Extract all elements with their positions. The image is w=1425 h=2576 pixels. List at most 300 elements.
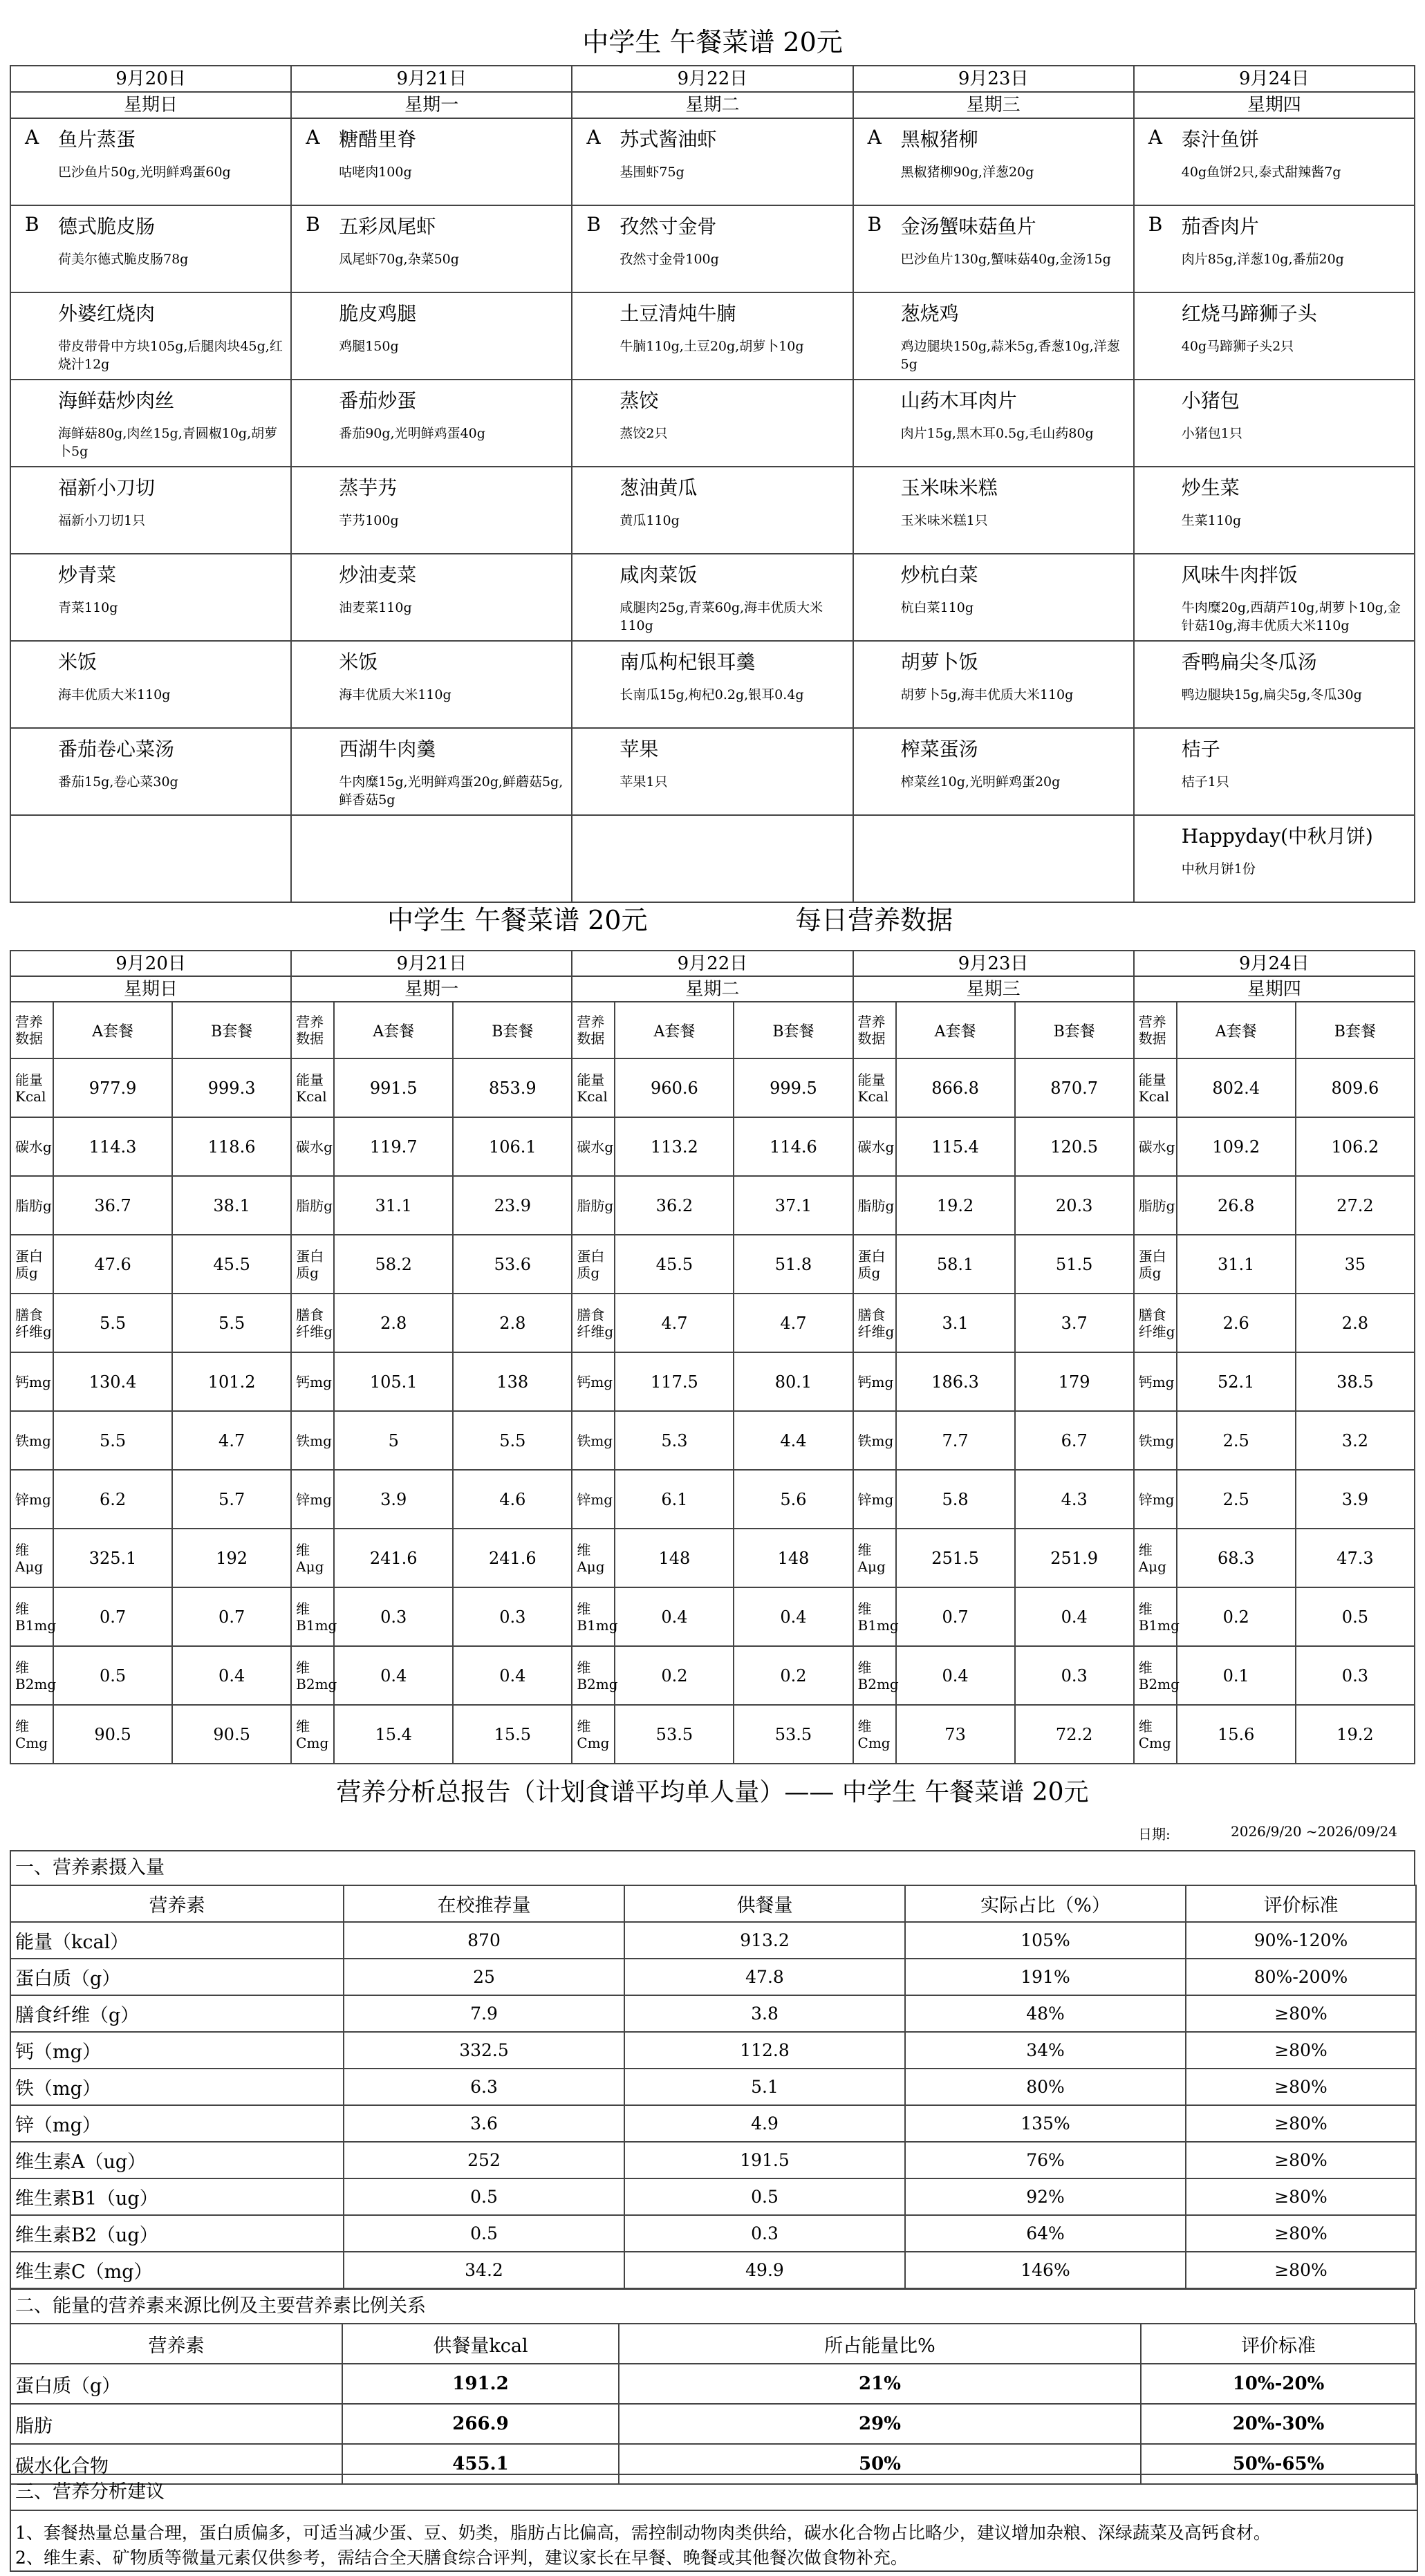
intake-header-cell: 在校推荐量 xyxy=(344,1885,624,1922)
nutrient-name: 蛋白质（g） xyxy=(10,1959,344,1995)
dish-ingredients: 胡萝卜5g,海丰优质大米110g xyxy=(900,687,1074,702)
set-a-value: 5.5 xyxy=(53,1411,172,1470)
nutrient-label: 维Cmg xyxy=(853,1705,896,1764)
intake-row xyxy=(10,2142,1416,2178)
set-a-value: 977.9 xyxy=(53,1058,172,1117)
intake-value: 0.5 xyxy=(624,2178,905,2215)
menu-cell xyxy=(1134,815,1415,902)
set-a-value: 2.8 xyxy=(334,1294,453,1352)
intake-value: ≥80% xyxy=(1186,2105,1416,2142)
nutrient-label: 能量Kcal xyxy=(853,1058,896,1117)
menu-cell xyxy=(853,205,1134,292)
set-b-value: 20.3 xyxy=(1015,1176,1134,1235)
dish-ingredients: 黄瓜110g xyxy=(620,513,680,528)
nutrient-label: 铁mg xyxy=(10,1411,53,1470)
intake-row xyxy=(10,2178,1416,2215)
menu-cell xyxy=(572,380,853,467)
nutrient-label: 锌mg xyxy=(572,1470,615,1529)
intake-row xyxy=(10,1959,1416,1995)
nut-row xyxy=(10,1352,1415,1411)
dish-ingredients: 蒸饺2只 xyxy=(620,426,668,441)
set-tag: A xyxy=(306,126,320,149)
dish-ingredients: 海丰优质大米110g xyxy=(58,687,171,702)
intake-value: 191.5 xyxy=(624,2142,905,2178)
dish-name: 蒸芋艿 xyxy=(339,476,398,499)
menu-cell xyxy=(1134,554,1415,641)
nutrient-label: 维Cmg xyxy=(10,1705,53,1764)
intake-value: 7.9 xyxy=(344,1995,624,2032)
set-a-value: 251.5 xyxy=(896,1529,1015,1587)
nutrient-label: 脂肪g xyxy=(572,1176,615,1235)
dish-name: 苹果 xyxy=(620,738,659,760)
energy-header-cell: 所占能量比% xyxy=(619,2324,1141,2364)
intake-value: 47.8 xyxy=(624,1959,905,1995)
set-a-value: 148 xyxy=(615,1529,734,1587)
nut-row xyxy=(10,1294,1415,1352)
menu-row xyxy=(10,205,1415,292)
set-b-value: 90.5 xyxy=(172,1705,291,1764)
nut-label-header: 营养数据 xyxy=(10,1002,53,1058)
nutrient-label: 钙mg xyxy=(572,1352,615,1411)
menu-cell xyxy=(1134,205,1415,292)
dish-ingredients: 牛肉糜15g,光明鲜鸡蛋20g,鲜蘑菇5g,鲜香菇5g xyxy=(339,774,564,808)
nutrient-name: 钙（mg） xyxy=(10,2032,344,2069)
day-date: 9月24日 xyxy=(1134,66,1415,92)
day-weekday: 星期一 xyxy=(291,92,572,118)
set-a-value: 119.7 xyxy=(334,1117,453,1176)
dish-ingredients: 油麦菜110g xyxy=(339,600,412,615)
set-b-value: 5.5 xyxy=(453,1411,572,1470)
dish-name: 炒青菜 xyxy=(58,563,117,586)
set-a-value: 130.4 xyxy=(53,1352,172,1411)
menu-cell xyxy=(853,467,1134,554)
dish-ingredients: 牛腩110g,土豆20g,胡萝卜10g xyxy=(620,339,804,354)
set-a-value: 5.3 xyxy=(615,1411,734,1470)
nutrient-label: 钙mg xyxy=(853,1352,896,1411)
intake-value: ≥80% xyxy=(1186,2142,1416,2178)
menu-row xyxy=(10,380,1415,467)
intake-header-cell: 实际占比（%） xyxy=(905,1885,1186,1922)
dish-name: 蒸饺 xyxy=(620,389,659,412)
set-tag: B xyxy=(306,213,320,236)
menu-cell xyxy=(853,815,1134,902)
set-b-value: 0.5 xyxy=(1296,1587,1415,1646)
dish-name: 黑椒猪柳 xyxy=(900,128,978,151)
set-a-value: 73 xyxy=(896,1705,1015,1764)
energy-source-table xyxy=(10,2323,1417,2485)
nutrient-label: 蛋白质g xyxy=(291,1235,334,1294)
dish-ingredients: 带皮带骨中方块105g,后腿肉块45g,红烧汁12g xyxy=(58,339,283,372)
nutrient-label: 维Aμg xyxy=(1134,1529,1177,1587)
set-b-value: 999.3 xyxy=(172,1058,291,1117)
intake-row xyxy=(10,1922,1416,1959)
menu-cell xyxy=(10,815,291,902)
set-b-value: 3.9 xyxy=(1296,1470,1415,1529)
dish-ingredients: 福新小刀切1只 xyxy=(58,513,146,528)
intake-value: 3.6 xyxy=(344,2105,624,2142)
set-b-value: 2.8 xyxy=(1296,1294,1415,1352)
nutrient-label: 碳水g xyxy=(853,1117,896,1176)
dish-name: 茄香肉片 xyxy=(1181,215,1259,238)
set-a-value: 802.4 xyxy=(1177,1058,1296,1117)
day-date: 9月20日 xyxy=(10,66,291,92)
nutrient-label: 维B1mg xyxy=(10,1587,53,1646)
day-date: 9月23日 xyxy=(853,66,1134,92)
dish-name: 西湖牛肉羹 xyxy=(339,738,436,760)
nutrient-label: 钙mg xyxy=(1134,1352,1177,1411)
nutrient-label: 维Aμg xyxy=(10,1529,53,1587)
set-a-header: A套餐 xyxy=(615,1002,734,1058)
nutrition-table-wrap xyxy=(10,950,1415,1764)
energy-value: 10%-20% xyxy=(1141,2364,1416,2404)
menu-cell xyxy=(291,380,572,467)
set-b-value: 0.4 xyxy=(1015,1587,1134,1646)
intake-value: 76% xyxy=(905,2142,1186,2178)
menu-cell xyxy=(572,205,853,292)
intake-value: ≥80% xyxy=(1186,2032,1416,2069)
nutrient-label: 能量Kcal xyxy=(291,1058,334,1117)
nutrient-name: 膳食纤维（g） xyxy=(10,1995,344,2032)
menu-row xyxy=(10,554,1415,641)
menu-cell xyxy=(10,641,291,728)
set-b-value: 853.9 xyxy=(453,1058,572,1117)
nut-row xyxy=(10,1117,1415,1176)
nutrient-name: 维生素A（ug） xyxy=(10,2142,344,2178)
day-date: 9月24日 xyxy=(1134,951,1415,976)
set-tag: A xyxy=(25,126,39,149)
set-a-value: 36.2 xyxy=(615,1176,734,1235)
nutrient-label: 蛋白质g xyxy=(853,1235,896,1294)
intake-value: 135% xyxy=(905,2105,1186,2142)
intake-value: ≥80% xyxy=(1186,2215,1416,2252)
intake-value: 25 xyxy=(344,1959,624,1995)
nutrient-name: 维生素B1（ug） xyxy=(10,2178,344,2215)
set-a-value: 45.5 xyxy=(615,1235,734,1294)
energy-value: 455.1 xyxy=(342,2444,619,2484)
set-a-value: 960.6 xyxy=(615,1058,734,1117)
dish-ingredients: 肉片85g,洋葱10g,番茄20g xyxy=(1181,252,1344,267)
nutrient-label: 维Cmg xyxy=(572,1705,615,1764)
set-a-value: 68.3 xyxy=(1177,1529,1296,1587)
nutrient-label: 蛋白质g xyxy=(1134,1235,1177,1294)
dish-name: 德式脆皮肠 xyxy=(58,215,156,238)
dish-name: 葱油黄瓜 xyxy=(620,476,698,499)
menu-body xyxy=(10,118,1415,902)
intake-value: 146% xyxy=(905,2252,1186,2288)
set-b-value: 179 xyxy=(1015,1352,1134,1411)
dish-name: 福新小刀切 xyxy=(58,476,156,499)
dish-ingredients: 榨菜丝10g,光明鲜鸡蛋20g xyxy=(900,774,1061,790)
menu-table xyxy=(10,65,1415,903)
set-b-value: 47.3 xyxy=(1296,1529,1415,1587)
nutrient-label: 维Aμg xyxy=(853,1529,896,1587)
dish-name: 炒油麦菜 xyxy=(339,563,417,586)
dish-ingredients: 苹果1只 xyxy=(620,774,668,790)
intake-value: 105% xyxy=(905,1922,1186,1959)
energy-value: 266.9 xyxy=(342,2404,619,2444)
set-b-value: 0.4 xyxy=(453,1646,572,1705)
dish-ingredients: 鸡边腿块150g,蒜米5g,香葱10g,洋葱5g xyxy=(900,339,1120,372)
menu-row xyxy=(10,641,1415,728)
intake-value: 49.9 xyxy=(624,2252,905,2288)
menu-cell xyxy=(1134,380,1415,467)
set-b-value: 251.9 xyxy=(1015,1529,1134,1587)
set-b-value: 148 xyxy=(734,1529,853,1587)
set-a-value: 0.3 xyxy=(334,1587,453,1646)
menu-cell xyxy=(572,467,853,554)
dish-ingredients: 鸡腿150g xyxy=(339,339,399,354)
set-tag: A xyxy=(1148,126,1162,149)
day-date: 9月21日 xyxy=(291,951,572,976)
nutrient-name: 蛋白质（g） xyxy=(10,2364,342,2404)
set-a-value: 26.8 xyxy=(1177,1176,1296,1235)
dish-name: 五彩凤尾虾 xyxy=(339,215,436,238)
dish-ingredients: 番茄15g,卷心菜30g xyxy=(58,774,178,790)
set-a-value: 31.1 xyxy=(1177,1235,1296,1294)
intake-value: 5.1 xyxy=(624,2069,905,2105)
menu-cell xyxy=(1134,292,1415,380)
intake-value: 4.9 xyxy=(624,2105,905,2142)
intake-value: 112.8 xyxy=(624,2032,905,2069)
set-b-value: 2.8 xyxy=(453,1294,572,1352)
intake-value: 34.2 xyxy=(344,2252,624,2288)
set-b-value: 38.5 xyxy=(1296,1352,1415,1411)
day-date: 9月22日 xyxy=(572,951,853,976)
set-a-value: 0.7 xyxy=(896,1587,1015,1646)
day-weekday: 星期日 xyxy=(10,92,291,118)
set-b-value: 53.5 xyxy=(734,1705,853,1764)
set-b-value: 0.3 xyxy=(453,1587,572,1646)
menu-cell xyxy=(572,815,853,902)
dish-ingredients: 巴沙鱼片50g,光明鲜鸡蛋60g xyxy=(58,165,231,180)
menu-cell xyxy=(1134,467,1415,554)
set-a-value: 2.5 xyxy=(1177,1411,1296,1470)
energy-value: 20%-30% xyxy=(1141,2404,1416,2444)
set-a-value: 105.1 xyxy=(334,1352,453,1411)
set-b-value: 4.6 xyxy=(453,1470,572,1529)
dish-name: 榨菜蛋汤 xyxy=(900,738,978,760)
dish-name: 玉米味米糕 xyxy=(900,476,998,499)
set-b-value: 192 xyxy=(172,1529,291,1587)
nutrient-label: 蛋白质g xyxy=(572,1235,615,1294)
nutrient-label: 维B1mg xyxy=(572,1587,615,1646)
intake-value: ≥80% xyxy=(1186,2178,1416,2215)
dish-ingredients: 牛肉糜20g,西葫芦10g,胡萝卜10g,金针菇10g,海丰优质大米110g xyxy=(1181,600,1401,633)
menu-cell xyxy=(853,380,1134,467)
dish-ingredients: 孜然寸金骨100g xyxy=(620,252,719,267)
nutrient-label: 铁mg xyxy=(572,1411,615,1470)
menu-cell xyxy=(291,641,572,728)
set-tag: B xyxy=(586,213,601,236)
intake-row xyxy=(10,2105,1416,2142)
set-b-value: 999.5 xyxy=(734,1058,853,1117)
set-b-value: 101.2 xyxy=(172,1352,291,1411)
dish-ingredients: 生菜110g xyxy=(1181,513,1242,528)
nutrition-subtitle: 每日营养数据 xyxy=(795,905,953,935)
section-2-title: 二、能量的营养素来源比例及主要营养素比例关系 xyxy=(10,2288,1415,2323)
dish-name: 孜然寸金骨 xyxy=(620,215,717,238)
menu-cell xyxy=(853,554,1134,641)
menu-cell xyxy=(291,205,572,292)
set-b-value: 4.7 xyxy=(734,1294,853,1352)
set-b-value: 51.8 xyxy=(734,1235,853,1294)
nut-date-row xyxy=(10,951,1415,976)
set-b-value: 35 xyxy=(1296,1235,1415,1294)
nutrient-label: 膳食纤维g xyxy=(572,1294,615,1352)
nutrient-label: 维Aμg xyxy=(572,1529,615,1587)
nut-label-header: 营养数据 xyxy=(853,1002,896,1058)
dish-ingredients: 基围虾75g xyxy=(620,165,684,180)
set-b-value: 19.2 xyxy=(1296,1705,1415,1764)
dish-ingredients: 鸭边腿块15g,扁尖5g,冬瓜30g xyxy=(1181,687,1362,702)
set-a-value: 0.2 xyxy=(1177,1587,1296,1646)
energy-value: 29% xyxy=(619,2404,1141,2444)
nut-row xyxy=(10,1587,1415,1646)
day-weekday: 星期四 xyxy=(1134,976,1415,1002)
nut-label-header: 营养数据 xyxy=(572,1002,615,1058)
set-a-value: 0.7 xyxy=(53,1587,172,1646)
dish-ingredients: 小猪包1只 xyxy=(1181,426,1242,441)
set-b-value: 0.3 xyxy=(1296,1646,1415,1705)
dish-name: 葱烧鸡 xyxy=(900,302,959,325)
nutrient-label: 维B2mg xyxy=(572,1646,615,1705)
dish-ingredients: 番茄90g,光明鲜鸡蛋40g xyxy=(339,426,485,441)
menu-cell xyxy=(10,292,291,380)
nutrient-label: 碳水g xyxy=(572,1117,615,1176)
nutrient-label: 碳水g xyxy=(1134,1117,1177,1176)
intake-value: 0.5 xyxy=(344,2178,624,2215)
set-b-value: 5.5 xyxy=(172,1294,291,1352)
menu-cell xyxy=(853,292,1134,380)
dish-name: 山药木耳肉片 xyxy=(900,389,1017,412)
set-a-value: 241.6 xyxy=(334,1529,453,1587)
dish-name: 米饭 xyxy=(58,651,97,673)
day-weekday: 星期日 xyxy=(10,976,291,1002)
nut-row xyxy=(10,1235,1415,1294)
dish-ingredients: 海丰优质大米110g xyxy=(339,687,451,702)
menu-cell xyxy=(853,728,1134,815)
set-a-value: 991.5 xyxy=(334,1058,453,1117)
set-tag: B xyxy=(867,213,882,236)
menu-cell xyxy=(572,641,853,728)
set-a-value: 5 xyxy=(334,1411,453,1470)
dish-ingredients: 中秋月饼1份 xyxy=(1181,861,1256,877)
dish-ingredients: 咕咾肉100g xyxy=(339,165,412,180)
intake-row xyxy=(10,2069,1416,2105)
advice-line: 1、套餐热量总量合理，蛋白质偏多，可适当减少蛋、豆、奶类，脂肪占比偏高，需控制动物肉类供给，碳水化合物占比略少，建议增加杂粮、深绿蔬菜及高钙食材。 xyxy=(15,2523,1271,2543)
nutrient-label: 膳食纤维g xyxy=(291,1294,334,1352)
nut-subheader-row xyxy=(10,1002,1415,1058)
nutrient-label: 钙mg xyxy=(291,1352,334,1411)
nutrient-label: 锌mg xyxy=(853,1470,896,1529)
dish-name: 鱼片蒸蛋 xyxy=(58,128,136,151)
energy-value: 191.2 xyxy=(342,2364,619,2404)
set-b-value: 3.2 xyxy=(1296,1411,1415,1470)
set-a-value: 58.1 xyxy=(896,1235,1015,1294)
day-weekday: 星期一 xyxy=(291,976,572,1002)
nutrient-label: 碳水g xyxy=(291,1117,334,1176)
set-b-value: 0.2 xyxy=(734,1646,853,1705)
set-a-value: 52.1 xyxy=(1177,1352,1296,1411)
energy-header-row xyxy=(10,2324,1416,2364)
menu-cell xyxy=(572,118,853,205)
nutrient-label: 能量Kcal xyxy=(10,1058,53,1117)
nut-row xyxy=(10,1411,1415,1470)
menu-cell xyxy=(291,554,572,641)
set-b-value: 80.1 xyxy=(734,1352,853,1411)
nutrient-label: 维B2mg xyxy=(10,1646,53,1705)
menu-cell xyxy=(1134,641,1415,728)
set-a-value: 53.5 xyxy=(615,1705,734,1764)
nutrient-label: 钙mg xyxy=(10,1352,53,1411)
dish-name: 桔子 xyxy=(1181,738,1220,760)
set-a-header: A套餐 xyxy=(1177,1002,1296,1058)
nutrient-label: 维B1mg xyxy=(1134,1587,1177,1646)
set-b-value: 4.4 xyxy=(734,1411,853,1470)
menu-cell xyxy=(10,380,291,467)
energy-value: 50%-65% xyxy=(1141,2444,1416,2484)
set-b-value: 5.7 xyxy=(172,1470,291,1529)
menu-cell xyxy=(572,292,853,380)
nutrient-label: 锌mg xyxy=(10,1470,53,1529)
dish-ingredients: 巴沙鱼片130g,蟹味菇40g,金汤15g xyxy=(900,252,1111,267)
set-a-value: 6.2 xyxy=(53,1470,172,1529)
menu-table-wrap xyxy=(10,65,1415,903)
set-b-header: B套餐 xyxy=(1296,1002,1415,1058)
menu-cell xyxy=(10,467,291,554)
nutrient-label: 碳水g xyxy=(10,1117,53,1176)
nutrient-name: 维生素B2（ug） xyxy=(10,2215,344,2252)
nutrient-label: 膳食纤维g xyxy=(1134,1294,1177,1352)
intake-table xyxy=(10,1885,1417,2289)
nut-row xyxy=(10,1705,1415,1764)
day-date: 9月20日 xyxy=(10,951,291,976)
nut-label-header: 营养数据 xyxy=(1134,1002,1177,1058)
intake-value: 913.2 xyxy=(624,1922,905,1959)
set-b-value: 4.3 xyxy=(1015,1470,1134,1529)
dish-name: 外婆红烧肉 xyxy=(58,302,156,325)
intake-value: 6.3 xyxy=(344,2069,624,2105)
dish-name: 番茄卷心菜汤 xyxy=(58,738,175,760)
set-a-value: 3.9 xyxy=(334,1470,453,1529)
nutrient-label: 铁mg xyxy=(853,1411,896,1470)
dish-ingredients: 40g鱼饼2只,泰式甜辣酱7g xyxy=(1181,165,1341,180)
intake-row xyxy=(10,2215,1416,2252)
set-a-value: 0.4 xyxy=(896,1646,1015,1705)
nut-row xyxy=(10,1470,1415,1529)
energy-header-cell: 评价标准 xyxy=(1141,2324,1416,2364)
nutrient-label: 铁mg xyxy=(1134,1411,1177,1470)
intake-value: 64% xyxy=(905,2215,1186,2252)
menu-cell xyxy=(10,728,291,815)
set-b-value: 106.1 xyxy=(453,1117,572,1176)
nut-body xyxy=(10,1002,1415,1764)
nutrient-name: 脂肪 xyxy=(10,2404,342,2444)
set-b-header: B套餐 xyxy=(1015,1002,1134,1058)
set-b-value: 37.1 xyxy=(734,1176,853,1235)
menu-cell xyxy=(572,554,853,641)
energy-value: 21% xyxy=(619,2364,1141,2404)
set-a-header: A套餐 xyxy=(334,1002,453,1058)
intake-value: ≥80% xyxy=(1186,2252,1416,2288)
set-b-value: 106.2 xyxy=(1296,1117,1415,1176)
set-tag: A xyxy=(867,126,882,149)
nutrient-label: 膳食纤维g xyxy=(853,1294,896,1352)
set-a-value: 109.2 xyxy=(1177,1117,1296,1176)
intake-value: 252 xyxy=(344,2142,624,2178)
set-a-value: 19.2 xyxy=(896,1176,1015,1235)
nutrient-name: 碳水化合物 xyxy=(10,2444,342,2484)
